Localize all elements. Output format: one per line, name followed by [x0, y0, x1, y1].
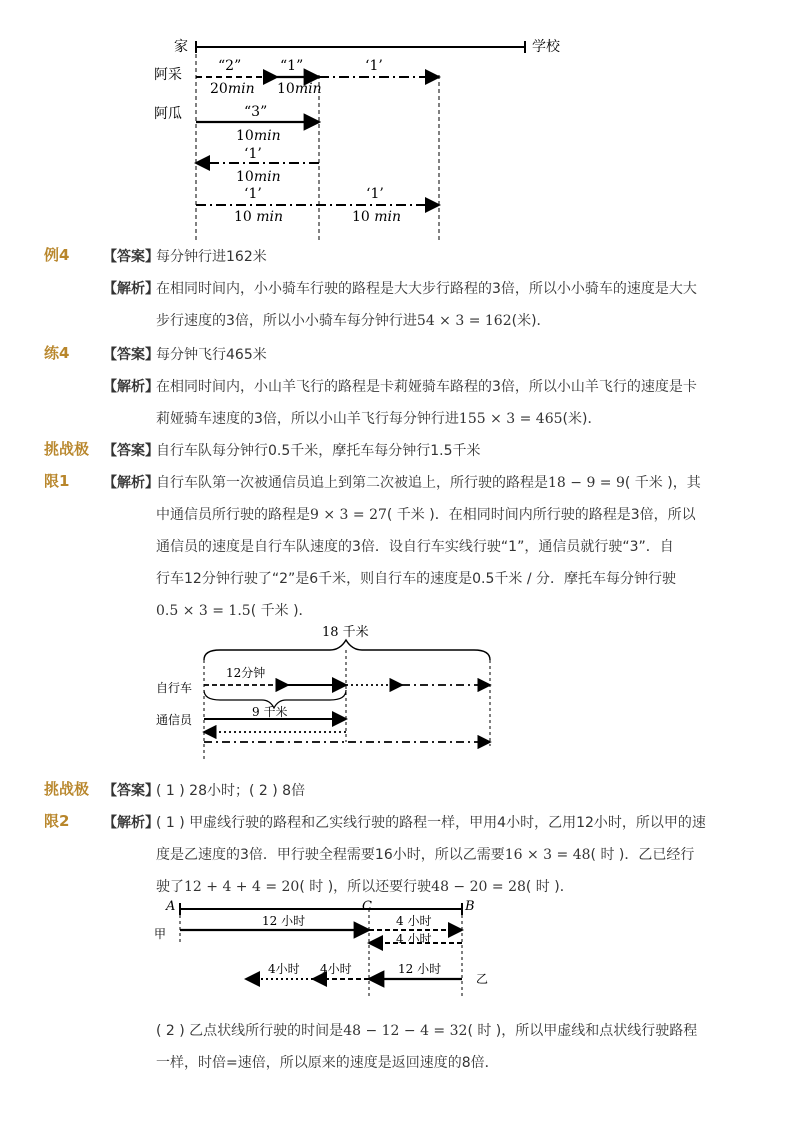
answer-label-ex4: 【答案】: [103, 249, 159, 265]
unit-min-1: min: [227, 81, 255, 97]
label-q3: “3”: [244, 104, 268, 120]
time-10-d: 10: [234, 209, 252, 225]
label-4h-b: 4 小时: [396, 932, 432, 946]
answer-pr4: 每分钟飞行465米: [156, 347, 267, 363]
analysis-lim2-line4: ( 2 ) 乙点状线所行驶的时间是48 − 12 − 4 = 32( 时 )，所以甲虚线和点状线行驶路程: [156, 1023, 698, 1039]
label-12min: 12分钟: [226, 666, 266, 680]
label-9km: 9 千米: [252, 705, 288, 719]
svg-text:10 min: [234, 209, 283, 225]
analysis-lim2-line5: 一样，时倍=速倍，所以原来的速度是返回速度的8倍．: [156, 1055, 499, 1071]
analysis-pr4-line1: 在相同时间内，小山羊飞行的路程是卡莉娅骑车路程的3倍，所以小山羊飞行的速度是卡: [156, 379, 697, 395]
unit-min-4: min: [253, 169, 281, 185]
answer-ch1: 自行车队每分钟行0.5千米，摩托车每分钟行1.5千米: [156, 443, 481, 459]
time-10-b: 10: [236, 128, 254, 144]
tag-challenge2: 挑战极: [44, 780, 90, 798]
label-C: C: [362, 899, 372, 914]
svg-text:20min: [210, 81, 255, 97]
answer-ch2: ( 1 ) 28小时；( 2 ) 8倍: [156, 783, 306, 799]
analysis-ex4-line1: 在相同时间内，小小骑车行驶的路程是大大步行路程的3倍，所以小小骑车的速度是大大: [156, 281, 697, 297]
answer-label-ch1: 【答案】: [103, 443, 159, 459]
label-q1s-d: ‘1’: [366, 186, 384, 202]
svg-text:10min: [236, 169, 281, 185]
svg-text:10 min: [352, 209, 401, 225]
label-q1s-c: ‘1’: [244, 186, 262, 202]
answer-label-ch2: 【答案】: [103, 783, 159, 799]
diagram-jia-yi: [150, 895, 510, 1003]
analysis-ex4-line2: 步行速度的3倍，所以小小骑车每分钟行进54 × 3 = 162(米)．: [156, 313, 551, 329]
analysis-lim2-line2: 度是乙速度的3倍．甲行驶全程需要16小时，所以乙需要16 × 3 = 48( 时 )．乙已经行: [156, 847, 695, 863]
label-12h-b: 12 小时: [398, 962, 442, 976]
unit-min-3: min: [253, 128, 281, 144]
label-bike: 自行车: [156, 681, 193, 695]
analysis-pr4-line2: 莉娅骑车速度的3倍，所以小山羊飞行每分钟行进155 × 3 = 465(米)．: [156, 411, 602, 427]
analysis-label-lim1: 【解析】: [103, 475, 159, 491]
label-q1s-a: ‘1’: [365, 58, 383, 74]
analysis-lim1-line4: 行车12分钟行驶了“2”是6千米，则自行车的速度是0.5千米 / 分．摩托车每分钟行驶: [156, 571, 677, 587]
analysis-lim1-line5: 0.5 × 3 = 1.5( 千米 )．: [156, 603, 313, 619]
analysis-label-pr4: 【解析】: [103, 379, 159, 395]
svg-text:10min: [236, 128, 281, 144]
label-18km: 18 千米: [322, 625, 369, 640]
tag-limit1: 限1: [44, 472, 70, 490]
unit-min-2: min: [294, 81, 322, 97]
label-q1-a: “1”: [280, 58, 304, 74]
label-yi: 乙: [476, 972, 489, 986]
label-q2: “2”: [218, 58, 242, 74]
label-4h-c: 4小时: [268, 962, 300, 976]
label-acai: 阿采: [154, 67, 182, 83]
diagram-acai-agua: [140, 30, 600, 245]
label-4h-a: 4 小时: [396, 914, 432, 928]
analysis-lim1-line2: 中通信员所行驶的路程是9 × 3 = 27( 千米 )．在相同时间内所行驶的路程是3倍，所以: [156, 507, 696, 523]
analysis-lim2-line1: ( 1 ) 甲虚线行驶的路程和乙实线行驶的路程一样，甲用4小时，乙用12小时，所以甲的速: [156, 815, 706, 831]
label-home: 家: [174, 39, 188, 55]
time-10-e: 10: [352, 209, 370, 225]
diagram-bike-messenger: [150, 622, 510, 767]
tag-example4: 例4: [44, 246, 70, 264]
time-20: 20: [210, 81, 228, 97]
unit-min-6: min: [374, 209, 402, 225]
time-10-c: 10: [236, 169, 254, 185]
label-q1s-b: ‘1’: [244, 146, 262, 162]
tag-challenge1: 挑战极: [44, 440, 90, 458]
analysis-label-ex4: 【解析】: [103, 281, 159, 297]
label-A: A: [166, 899, 176, 914]
time-10-a: 10: [277, 81, 295, 97]
label-jia: 甲: [154, 927, 167, 941]
tag-limit2: 限2: [44, 812, 70, 830]
analysis-lim2-line3: 驶了12 + 4 + 4 = 20( 时 )，所以还要行驶48 − 20 = 28( 时 )．: [156, 879, 574, 895]
label-B: B: [465, 899, 475, 914]
analysis-label-lim2: 【解析】: [103, 815, 159, 831]
label-12h-a: 12 小时: [262, 914, 306, 928]
label-agua: 阿瓜: [154, 106, 182, 122]
unit-min-5: min: [256, 209, 284, 225]
answer-ex4: 每分钟行进162米: [156, 249, 267, 265]
label-messenger: 通信员: [156, 713, 193, 727]
analysis-lim1-line1: 自行车队第一次被通信员追上到第二次被追上，所行驶的路程是18 − 9 = 9( 千米 )，其: [156, 475, 701, 491]
label-school: 学校: [532, 39, 560, 55]
svg-text:10min: [277, 81, 322, 97]
label-4h-d: 4小时: [320, 962, 352, 976]
answer-label-pr4: 【答案】: [103, 347, 159, 363]
analysis-lim1-line3: 通信员的速度是自行车队速度的3倍．设自行车实线行驶“1”，通信员就行驶“3”．自: [156, 539, 674, 555]
tag-practice4: 练4: [44, 344, 70, 362]
